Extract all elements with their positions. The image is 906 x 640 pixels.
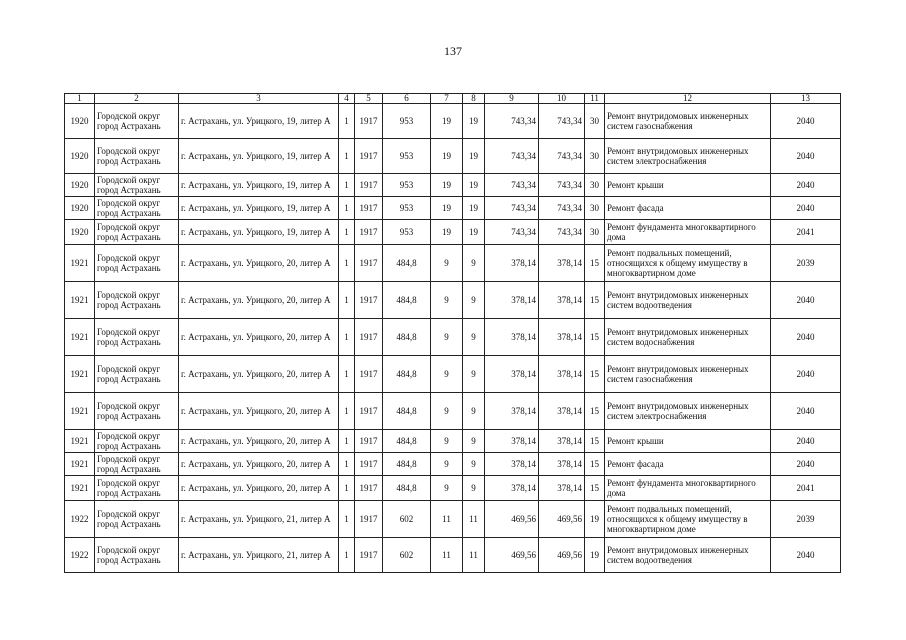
table-cell-col-9: 743,34: [485, 104, 539, 139]
table-cell-col-2: Городской округ город Астрахань: [95, 174, 179, 197]
table-cell-col-1: 1920: [65, 174, 95, 197]
table-cell-col-9: 743,34: [485, 174, 539, 197]
table-cell-col-12: Ремонт крыши: [605, 174, 771, 197]
table-cell-col-5: 1917: [355, 220, 383, 245]
table-cell-col-12: Ремонт крыши: [605, 430, 771, 453]
table-cell-col-7: 9: [431, 453, 463, 476]
table-cell-col-11: 15: [585, 476, 605, 501]
table-cell-col-12: Ремонт внутридомовых инженерных систем водоотведения: [605, 282, 771, 319]
table-cell-col-4: 1: [339, 282, 355, 319]
table-row: [65, 197, 841, 220]
table-cell-col-1: 1921: [65, 430, 95, 453]
table-cell-col-3: г. Астрахань, ул. Урицкого, 19, литер А: [179, 174, 339, 197]
table-row: [65, 501, 841, 538]
table-cell-col-1: 1921: [65, 393, 95, 430]
table-cell-col-7: 9: [431, 356, 463, 393]
table-cell-col-13: 2040: [771, 393, 841, 430]
table-cell-col-12: Ремонт внутридомовых инженерных систем водоотведения: [605, 538, 771, 573]
column-header: 4: [339, 94, 355, 104]
table-cell-col-8: 9: [463, 476, 485, 501]
table-cell-col-3: г. Астрахань, ул. Урицкого, 19, литер А: [179, 104, 339, 139]
table-cell-col-8: 19: [463, 139, 485, 174]
column-header: 11: [585, 94, 605, 104]
column-header: 10: [539, 94, 585, 104]
page-number: 137: [444, 44, 462, 58]
table-row: [65, 174, 841, 197]
table-cell-col-10: 378,14: [539, 476, 585, 501]
table-cell-col-7: 11: [431, 538, 463, 573]
table-cell-col-13: 2040: [771, 453, 841, 476]
table-cell-col-11: 19: [585, 501, 605, 538]
table-cell-col-8: 19: [463, 197, 485, 220]
table-cell-col-3: г. Астрахань, ул. Урицкого, 20, литер А: [179, 453, 339, 476]
table-cell-col-9: 378,14: [485, 319, 539, 356]
table-cell-col-2: Городской округ город Астрахань: [95, 453, 179, 476]
table-cell-col-1: 1921: [65, 453, 95, 476]
table-cell-col-9: 743,34: [485, 139, 539, 174]
table-cell-col-8: 11: [463, 501, 485, 538]
table-row: [65, 430, 841, 453]
table-cell-col-13: 2040: [771, 197, 841, 220]
table-cell-col-9: 378,14: [485, 476, 539, 501]
table-cell-col-6: 484,8: [383, 356, 431, 393]
table-cell-col-8: 19: [463, 104, 485, 139]
table-cell-col-11: 30: [585, 220, 605, 245]
table-cell-col-9: 743,34: [485, 220, 539, 245]
table-cell-col-4: 1: [339, 139, 355, 174]
table-cell-col-5: 1917: [355, 501, 383, 538]
table-cell-col-8: 9: [463, 453, 485, 476]
column-header: 2: [95, 94, 179, 104]
table-cell-col-8: 19: [463, 174, 485, 197]
table-cell-col-3: г. Астрахань, ул. Урицкого, 20, литер А: [179, 282, 339, 319]
table-cell-col-8: 9: [463, 282, 485, 319]
table-cell-col-11: 30: [585, 174, 605, 197]
table-cell-col-11: 15: [585, 245, 605, 282]
table-cell-col-11: 15: [585, 430, 605, 453]
table-cell-col-7: 9: [431, 430, 463, 453]
table-cell-col-3: г. Астрахань, ул. Урицкого, 20, литер А: [179, 356, 339, 393]
table-cell-col-1: 1922: [65, 538, 95, 573]
table-cell-col-1: 1920: [65, 104, 95, 139]
column-header: 13: [771, 94, 841, 104]
table-cell-col-9: 378,14: [485, 430, 539, 453]
table-cell-col-10: 378,14: [539, 319, 585, 356]
table-cell-col-10: 378,14: [539, 393, 585, 430]
column-header: 5: [355, 94, 383, 104]
table-cell-col-5: 1917: [355, 104, 383, 139]
table-cell-col-12: Ремонт внутридомовых инженерных систем электроснабжения: [605, 139, 771, 174]
table-cell-col-12: Ремонт внутридомовых инженерных систем водоснабжения: [605, 319, 771, 356]
table-cell-col-13: 2040: [771, 174, 841, 197]
table-cell-col-7: 19: [431, 139, 463, 174]
table-row: [65, 319, 841, 356]
table-cell-col-6: 484,8: [383, 245, 431, 282]
table-cell-col-2: Городской округ город Астрахань: [95, 393, 179, 430]
table-cell-col-13: 2040: [771, 430, 841, 453]
table-cell-col-13: 2040: [771, 356, 841, 393]
table-cell-col-13: 2040: [771, 282, 841, 319]
table-cell-col-9: 378,14: [485, 356, 539, 393]
table-cell-col-13: 2041: [771, 476, 841, 501]
table-cell-col-4: 1: [339, 220, 355, 245]
table-cell-col-2: Городской округ город Астрахань: [95, 104, 179, 139]
table-cell-col-8: 9: [463, 356, 485, 393]
table-cell-col-3: г. Астрахань, ул. Урицкого, 21, литер А: [179, 501, 339, 538]
table-cell-col-13: 2039: [771, 501, 841, 538]
table-cell-col-11: 30: [585, 139, 605, 174]
table-cell-col-10: 743,34: [539, 220, 585, 245]
table-row: [65, 538, 841, 573]
table-row: [65, 393, 841, 430]
table-cell-col-11: 19: [585, 538, 605, 573]
table-cell-col-5: 1917: [355, 139, 383, 174]
table-cell-col-11: 15: [585, 319, 605, 356]
table-cell-col-6: 484,8: [383, 393, 431, 430]
column-header: 6: [383, 94, 431, 104]
table-cell-col-7: 9: [431, 476, 463, 501]
table-cell-col-4: 1: [339, 538, 355, 573]
column-header: 9: [485, 94, 539, 104]
table-cell-col-5: 1917: [355, 393, 383, 430]
table-cell-col-4: 1: [339, 319, 355, 356]
table-cell-col-5: 1917: [355, 538, 383, 573]
table-cell-col-10: 469,56: [539, 501, 585, 538]
table-cell-col-10: 378,14: [539, 430, 585, 453]
column-header: 1: [65, 94, 95, 104]
table-cell-col-11: 15: [585, 393, 605, 430]
table-cell-col-7: 19: [431, 174, 463, 197]
table-cell-col-2: Городской округ город Астрахань: [95, 282, 179, 319]
table-cell-col-9: 469,56: [485, 501, 539, 538]
table-cell-col-3: г. Астрахань, ул. Урицкого, 19, литер А: [179, 220, 339, 245]
table-cell-col-13: 2040: [771, 104, 841, 139]
table-cell-col-4: 1: [339, 501, 355, 538]
table-cell-col-5: 1917: [355, 245, 383, 282]
table-cell-col-8: 9: [463, 245, 485, 282]
table-row: [65, 139, 841, 174]
table-cell-col-6: 602: [383, 501, 431, 538]
table-cell-col-1: 1920: [65, 197, 95, 220]
table-cell-col-4: 1: [339, 356, 355, 393]
table-cell-col-3: г. Астрахань, ул. Урицкого, 20, литер А: [179, 393, 339, 430]
table-cell-col-2: Городской округ город Астрахань: [95, 430, 179, 453]
table-cell-col-10: 469,56: [539, 538, 585, 573]
table-cell-col-9: 378,14: [485, 282, 539, 319]
table-cell-col-3: г. Астрахань, ул. Урицкого, 19, литер А: [179, 197, 339, 220]
table-cell-col-7: 9: [431, 319, 463, 356]
table-cell-col-2: Городской округ город Астрахань: [95, 197, 179, 220]
column-header: 7: [431, 94, 463, 104]
table-cell-col-5: 1917: [355, 430, 383, 453]
table-cell-col-10: 378,14: [539, 282, 585, 319]
table-cell-col-9: 743,34: [485, 197, 539, 220]
table-row: [65, 282, 841, 319]
table-cell-col-8: 9: [463, 393, 485, 430]
table-cell-col-8: 11: [463, 538, 485, 573]
table-cell-col-2: Городской округ город Астрахань: [95, 538, 179, 573]
table-cell-col-3: г. Астрахань, ул. Урицкого, 20, литер А: [179, 476, 339, 501]
table-cell-col-4: 1: [339, 393, 355, 430]
table-row: [65, 453, 841, 476]
table-cell-col-2: Городской округ город Астрахань: [95, 319, 179, 356]
table-cell-col-5: 1917: [355, 197, 383, 220]
table-cell-col-5: 1917: [355, 174, 383, 197]
table-cell-col-2: Городской округ город Астрахань: [95, 476, 179, 501]
table-cell-col-6: 484,8: [383, 476, 431, 501]
table-cell-col-12: Ремонт внутридомовых инженерных систем газоснабжения: [605, 356, 771, 393]
table-cell-col-13: 2040: [771, 319, 841, 356]
table-cell-col-1: 1921: [65, 356, 95, 393]
table-cell-col-12: Ремонт фундамента многоквартирного дома: [605, 476, 771, 501]
table-cell-col-1: 1921: [65, 282, 95, 319]
column-header: 12: [605, 94, 771, 104]
table-cell-col-4: 1: [339, 174, 355, 197]
table-cell-col-7: 9: [431, 245, 463, 282]
table-row: [65, 220, 841, 245]
table-cell-col-11: 30: [585, 197, 605, 220]
column-header: 8: [463, 94, 485, 104]
table-cell-col-6: 484,8: [383, 453, 431, 476]
table-cell-col-1: 1921: [65, 319, 95, 356]
table-cell-col-9: 469,56: [485, 538, 539, 573]
column-header: 3: [179, 94, 339, 104]
table-cell-col-13: 2040: [771, 139, 841, 174]
table-cell-col-9: 378,14: [485, 393, 539, 430]
table-cell-col-4: 1: [339, 430, 355, 453]
table-cell-col-1: 1922: [65, 501, 95, 538]
table-cell-col-6: 953: [383, 139, 431, 174]
table-cell-col-12: Ремонт внутридомовых инженерных систем газоснабжения: [605, 104, 771, 139]
table-cell-col-6: 602: [383, 538, 431, 573]
table-cell-col-10: 378,14: [539, 245, 585, 282]
table-cell-col-13: 2040: [771, 538, 841, 573]
table-row: [65, 104, 841, 139]
table-cell-col-11: 30: [585, 104, 605, 139]
table-cell-col-6: 953: [383, 197, 431, 220]
table-cell-col-3: г. Астрахань, ул. Урицкого, 21, литер А: [179, 538, 339, 573]
table-cell-col-2: Городской округ город Астрахань: [95, 356, 179, 393]
table-cell-col-5: 1917: [355, 476, 383, 501]
table-cell-col-7: 11: [431, 501, 463, 538]
table-row: [65, 245, 841, 282]
table-cell-col-4: 1: [339, 453, 355, 476]
table-cell-col-12: Ремонт фасада: [605, 453, 771, 476]
table-cell-col-12: Ремонт внутридомовых инженерных систем электроснабжения: [605, 393, 771, 430]
table-cell-col-8: 9: [463, 430, 485, 453]
table-cell-col-1: 1920: [65, 139, 95, 174]
table-cell-col-4: 1: [339, 476, 355, 501]
table-cell-col-2: Городской округ город Астрахань: [95, 245, 179, 282]
table-cell-col-5: 1917: [355, 453, 383, 476]
table-cell-col-3: г. Астрахань, ул. Урицкого, 20, литер А: [179, 319, 339, 356]
table-cell-col-7: 9: [431, 282, 463, 319]
table-cell-col-6: 953: [383, 220, 431, 245]
table-cell-col-10: 743,34: [539, 139, 585, 174]
table-cell-col-8: 19: [463, 220, 485, 245]
table-row: [65, 356, 841, 393]
table-row: [65, 476, 841, 501]
table-cell-col-1: 1921: [65, 476, 95, 501]
column-number-row: [65, 94, 841, 104]
table-cell-col-9: 378,14: [485, 453, 539, 476]
table-cell-col-11: 15: [585, 453, 605, 476]
table-cell-col-12: Ремонт подвальных помещений, относящихся к общему имуществу в многоквартирном доме: [605, 501, 771, 538]
table-cell-col-4: 1: [339, 245, 355, 282]
table-cell-col-6: 484,8: [383, 282, 431, 319]
table-cell-col-5: 1917: [355, 282, 383, 319]
table-cell-col-7: 9: [431, 393, 463, 430]
table-cell-col-6: 953: [383, 174, 431, 197]
table-cell-col-3: г. Астрахань, ул. Урицкого, 20, литер А: [179, 245, 339, 282]
table-cell-col-6: 953: [383, 104, 431, 139]
table-cell-col-11: 15: [585, 356, 605, 393]
table-cell-col-12: Ремонт фундамента многоквартирного дома: [605, 220, 771, 245]
table-cell-col-2: Городской округ город Астрахань: [95, 220, 179, 245]
table-cell-col-6: 484,8: [383, 430, 431, 453]
table-cell-col-10: 378,14: [539, 453, 585, 476]
table-cell-col-2: Городской округ город Астрахань: [95, 501, 179, 538]
table-cell-col-5: 1917: [355, 319, 383, 356]
table-cell-col-5: 1917: [355, 356, 383, 393]
data-table: [64, 93, 841, 573]
table-cell-col-9: 378,14: [485, 245, 539, 282]
table-cell-col-4: 1: [339, 197, 355, 220]
table-cell-col-1: 1920: [65, 220, 95, 245]
table-cell-col-12: Ремонт фасада: [605, 197, 771, 220]
table-cell-col-8: 9: [463, 319, 485, 356]
table-cell-col-7: 19: [431, 197, 463, 220]
table-cell-col-4: 1: [339, 104, 355, 139]
table-cell-col-7: 19: [431, 104, 463, 139]
table-cell-col-13: 2039: [771, 245, 841, 282]
table-cell-col-7: 19: [431, 220, 463, 245]
table-cell-col-10: 378,14: [539, 356, 585, 393]
table-cell-col-10: 743,34: [539, 174, 585, 197]
table-cell-col-2: Городской округ город Астрахань: [95, 139, 179, 174]
table-cell-col-6: 484,8: [383, 319, 431, 356]
table-cell-col-3: г. Астрахань, ул. Урицкого, 20, литер А: [179, 430, 339, 453]
table-cell-col-10: 743,34: [539, 197, 585, 220]
table-cell-col-12: Ремонт подвальных помещений, относящихся к общему имуществу в многоквартирном доме: [605, 245, 771, 282]
table-cell-col-11: 15: [585, 282, 605, 319]
table-cell-col-13: 2041: [771, 220, 841, 245]
table-cell-col-10: 743,34: [539, 104, 585, 139]
table-cell-col-1: 1921: [65, 245, 95, 282]
table-cell-col-3: г. Астрахань, ул. Урицкого, 19, литер А: [179, 139, 339, 174]
